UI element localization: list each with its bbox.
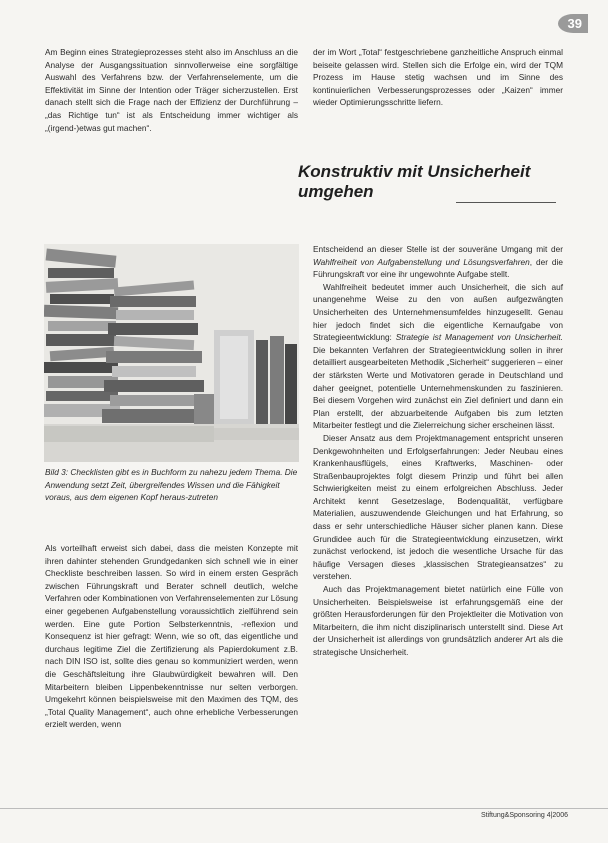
right-column-bottom	[313, 243, 563, 659]
right-column-top	[313, 46, 563, 109]
footer-rule	[0, 808, 608, 809]
paragraph: Auch das Projektmanagement bietet natürlich eine Fülle von Unsicherheiten. Beispielsweise ist erfahrungsgemäß eine der größten Herausforderungen für den Projektleiter die Motivation von Mitarbeitern, die ihm nicht disziplinarisch unterstellt sind. Diese Art der Unsicherheit ist allerdings von grundsätzlich anderer Art als die strategische Unsicherheit.	[313, 584, 563, 657]
paragraph: Am Beginn eines Strategieprozesses steht also im Anschluss an die Analyse der Ausgangssituation sinnvollerweise eine sorgfältige Auswahl des Verfahrens bzw. der Verfahrenselemente, um die Effektivität im Sinne der Intention oder Träger sicherzustellen. Erst danach stellt sich die Frage nach der Effizienz der Durchführung – „das Richtige tun“ ist als Entscheidung immer wichtiger als „(irgend-)etwas gut machen“.	[45, 47, 298, 133]
paragraph: Dieser Ansatz aus dem Projektmanagement entspricht unseren Denkgewohnheiten und Erfolgserfahrungen: Jeder Neubau eines Krankenhausflügels, eines Kraftwerks, Maschinen- oder Straßenbauprojektes folgt diesem Prinzip und führt bei allen Schwierigkeiten meist zu einem erfolgreichen Abschluss. Jeder Architekt kennt Gesetzeslage, Bodenqualität, verfügbare Materialien, auszuwendende Gleichungen und hat Erfahrung, so dass er sehr unterschiedliche Häuser sicher planen kann. Diese Grundidee auch für die Strategieentwicklung einzusetzen, wirkt zunächst verlockend, ist jedoch die wesentliche Ursache für das häufige Versagen dieses „klassischen Strategieansatzes“ zu verstehen.	[313, 432, 563, 582]
heading-underline	[456, 202, 556, 203]
figure-caption: Bild 3: Checklisten gibt es in Buchform zu nahezu jedem Thema. Die Anwendung setzt Zeit, übergreifendes Wissen und die Fähigkeit voraus, aus dem eigenen Kopf heraus-zutreten	[45, 467, 298, 503]
page-number: 39	[558, 14, 588, 33]
section-heading: Konstruktiv mit Unsicherheit umgehen	[298, 162, 531, 201]
paragraph: Als vorteilhaft erweist sich dabei, dass die meisten Konzepte mit ihren dahinter stehenden Grundgedanken sich schnell wie in einer Checkliste beschreiben lassen. So wird in einem ersten Gespräch zwischen Führungskraft und Berater schnell deutlich, welche Verfahren oder Kombinationen von Verfahrenselementen zur Lösung einer gegebenen Aufgabenstellung voraussichtlich zielführend sein werden. Eine gute Portion Selbsterkenntnis, -reflexion und Konsequenz ist hier gefragt: Wenn, wie so oft, das eigentliche und durchaus legitime Ziel die Zertifizierung als Papierdokument z.B. nach DIN ISO ist, sollte dies genau so kommuniziert werden, wenn die Geschäftsleitung ihre Glaubwürdigkeit bewahren will. Den Mitarbeitern bleiben Lippenbekenntnisse nur selten verborgen. Umgekehrt können beispielsweise mit den Maximen des TQM, des „Total Quality Management“, auch ohne erhebliche Verbesserungen erzielt werden, wenn	[45, 543, 298, 730]
books-photo	[44, 244, 299, 462]
paragraph: Entscheidend an dieser Stelle ist der souveräne Umgang mit der Wahlfreiheit von Aufgabenstellung und Lösungsverfahren, der die Führungskraft vor eine ihr ungewohnte Aufgabe stellt.	[313, 244, 563, 280]
paragraph: der im Wort „Total“ festgeschriebene ganzheitliche Anspruch einmal beiseite gelassen wird. Stellen sich die Erfolge ein, wird der TQM Prozess im Hause stetig wachsen und im Sinne des kontinuierlichen Verbesserungsprozesses oder „Kaizen“ immer wieder Optimierungsschritte liefern.	[313, 47, 563, 108]
paragraph: Wahlfreiheit bedeutet immer auch Unsicherheit, die sich auf unangenehme Weise zu den von außen aufgezwängten Unsicherheiten des Unternehmensumfeldes hinzugesellt. Genau hier jedoch findet sich die eigentliche Kernaufgabe von Strategieentwicklung: Strategie ist Management von Unsicherheit. Die bekannten Verfahren der Strategieentwicklung sollen in ihrer detailliert ausgearbeiteten Methodik „Sicherheit“ suggerieren – einer der stärksten Werte und Motivatoren gerade in Deutschland und daher geeignet, potentielle Unternehmenskunden zu faszinieren. Bei diesem Vorgehen wird zunächst ein Ziel definiert und dann ein Plan erstellt, der abzuarbeitende Aufgaben bis zum letzten Mitarbeiter festlegt und die Zielerreichung sicher erscheinen lässt.	[313, 281, 564, 431]
books-stack-illustration	[44, 244, 299, 462]
left-column-bottom	[45, 542, 298, 731]
left-column-top	[45, 46, 298, 134]
footer-journal: Stiftung&Sponsoring 4|2006	[480, 812, 568, 819]
